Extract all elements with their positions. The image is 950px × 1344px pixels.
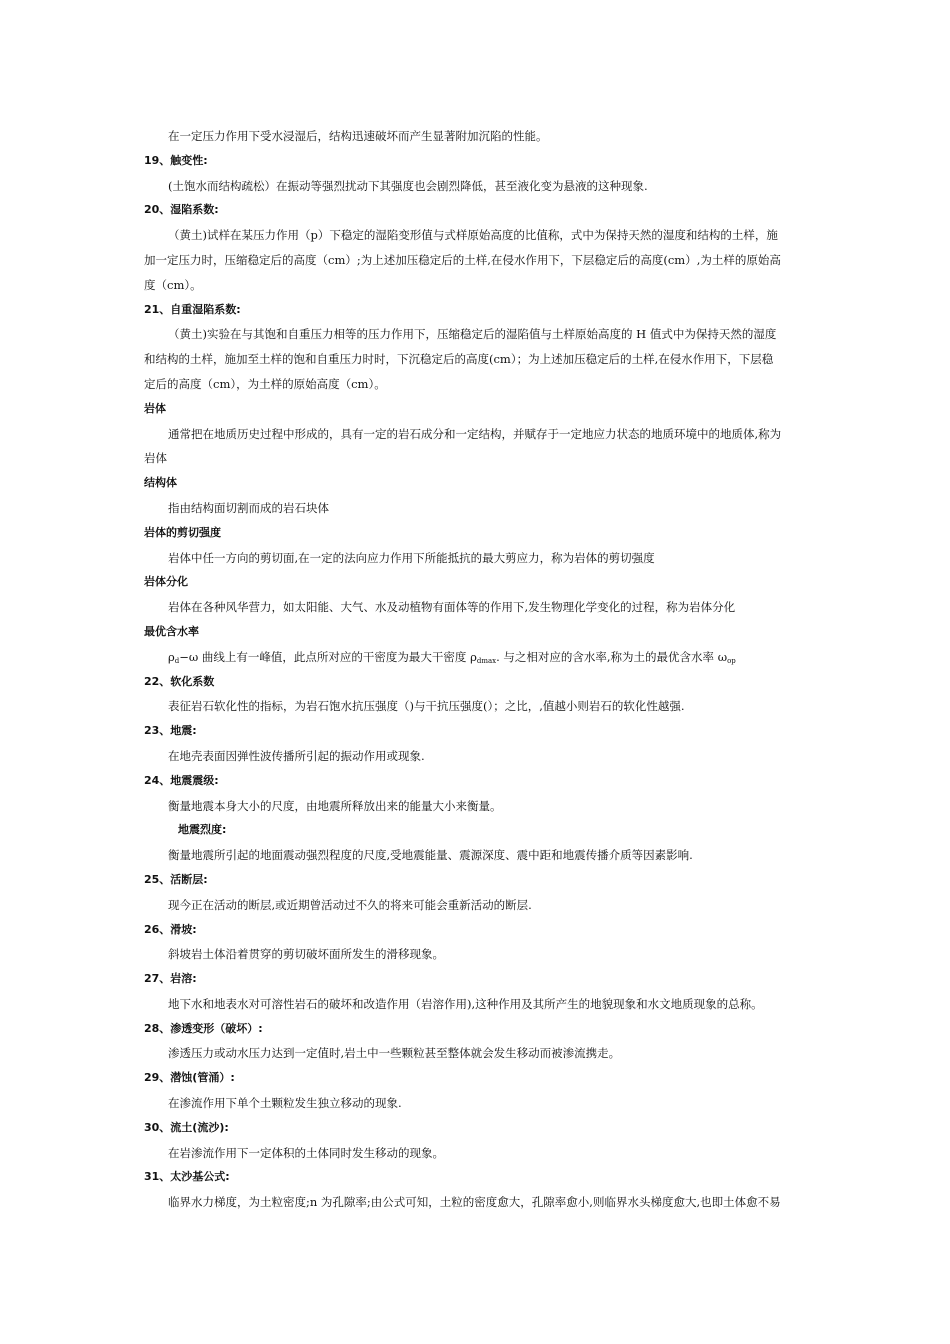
text-segment: −ω 曲线上有一峰值，此点所对应的干密度为最大干密度 ρ — [179, 649, 477, 664]
paragraph: 现今正在活动的断层,或近期曾活动过不久的将来可能会重新活动的断层. — [168, 897, 532, 912]
rho-symbol: ρ — [168, 649, 175, 664]
paragraph: 岩体中任一方向的剪切面,在一定的法向应力作用下所能抵抗的最大剪应力，称为岩体的剪切强度 — [168, 550, 655, 565]
paragraph: 表征岩石软化性的指标，为岩石饱水抗压强度（)与干抗压强度(）；之比，,值越小则岩石的软化性越强. — [168, 699, 685, 714]
paragraph: 衡量地震本身大小的尺度，由地震所释放出来的能量大小来衡量。 — [168, 798, 502, 813]
term-heading: 29、潜蚀(管涌）: — [144, 1071, 235, 1085]
paragraph: 在一定压力作用下受水浸湿后，结构迅速破坏而产生显著附加沉陷的性能。 — [168, 129, 548, 143]
term-heading: 岩体分化 — [144, 575, 188, 589]
term-heading: 20、湿陷系数: — [144, 203, 219, 217]
term-heading: 26、滑坡: — [144, 922, 197, 936]
term-heading: 地震烈度: — [178, 823, 227, 837]
paragraph: （黄土)试样在某压力作用（p）下稳定的湿陷变形值与式样原始高度的比值称，式中为保持天然的湿度和结构的土样，施 — [168, 228, 778, 243]
paragraph-optimum-moisture — [144, 645, 808, 670]
subscript-d: d — [174, 656, 180, 665]
paragraph: 和结构的土样，施加至土样的饱和自重压力时时，下沉稳定后的高度(cm）；为上述加压稳定后的土样,在侵水作用下，下层稳 — [144, 352, 774, 367]
term-heading: 28、渗透变形（破坏）: — [144, 1021, 263, 1035]
subscript-op: op — [727, 656, 736, 665]
term-heading: 22、软化系数 — [144, 674, 215, 688]
paragraph: 度（cm）。 — [144, 277, 202, 292]
paragraph: 岩体在各种风华营力，如太阳能、大气、水及动植物有面体等的作用下,发生物理化学变化的过程，称为岩体分化 — [168, 600, 736, 615]
term-heading: 21、自重湿陷系数: — [144, 302, 241, 316]
term-heading: 19、触变性: — [144, 153, 208, 167]
term-heading: 30、流土(流沙): — [144, 1120, 229, 1134]
paragraph: 衡量地震所引起的地面震动强烈程度的尺度,受地震能量、震源深度、震中距和地震传播介质等因素影响. — [168, 848, 693, 863]
paragraph: 岩体 — [144, 451, 167, 466]
term-heading: 25、活断层: — [144, 872, 208, 886]
subscript-dmax: dmax — [476, 656, 497, 665]
paragraph: （黄土)实验在与其饱和自重压力相等的压力作用下，压缩稳定后的湿陷值与土样原始高度的 H 值式中为保持天然的湿度 — [168, 327, 777, 342]
paragraph: 加一定压力时，压缩稳定后的高度（cm）;为上述加压稳定后的土样,在侵水作用下，下层稳定后的高度(cm）,为土样的原始高 — [144, 252, 781, 267]
term-heading: 24、地震震级: — [144, 773, 219, 787]
term-heading: 31、太沙基公式: — [144, 1170, 230, 1184]
paragraph: 在地壳表面因弹性波传播所引起的振动作用或现象. — [168, 748, 425, 763]
paragraph: 渗透压力或动水压力达到一定值时,岩土中一些颗粒甚至整体就会发生移动而被渗流携走。 — [168, 1046, 621, 1061]
paragraph: 在渗流作用下单个土颗粒发生独立移动的现象. — [168, 1096, 402, 1111]
text-segment: . 与之相对应的含水率,称为土的最优含水率 ω — [496, 649, 728, 664]
paragraph: 定后的高度（cm），为土样的原始高度（cm）。 — [144, 376, 386, 391]
document-content — [144, 124, 808, 1215]
term-heading: 23、地震: — [144, 724, 197, 738]
paragraph: (土饱水而结构疏松）在振动等强烈扰动下其强度也会剧烈降低，甚至液化变为悬液的这种现象. — [168, 178, 648, 193]
term-heading: 27、岩溶: — [144, 972, 197, 986]
paragraph: 在岩渗流作用下一定体积的土体同时发生移动的现象。 — [168, 1145, 444, 1160]
term-heading: 结构体 — [144, 476, 177, 490]
term-heading: 岩体 — [144, 401, 166, 415]
paragraph: 通常把在地质历史过程中形成的，具有一定的岩石成分和一定结构，并赋存于一定地应力状态的地质环境中的地质体,称为 — [168, 426, 782, 441]
paragraph: 地下水和地表水对可溶性岩石的破坏和改造作用（岩溶作用),这种作用及其所产生的地貌现象和水文地质现象的总称。 — [168, 996, 763, 1011]
term-heading: 最优含水率 — [144, 624, 199, 638]
paragraph: 斜坡岩土体沿着贯穿的剪切破坏面所发生的滑移现象。 — [168, 947, 444, 962]
term-heading: 岩体的剪切强度 — [144, 525, 221, 539]
paragraph: 临界水力梯度，为土粒密度;n 为孔隙率;由公式可知，土粒的密度愈大，孔隙率愈小,则临界水头梯度愈大,也即土体愈不易 — [168, 1195, 781, 1210]
paragraph: 指由结构面切割而成的岩石块体 — [168, 500, 329, 515]
